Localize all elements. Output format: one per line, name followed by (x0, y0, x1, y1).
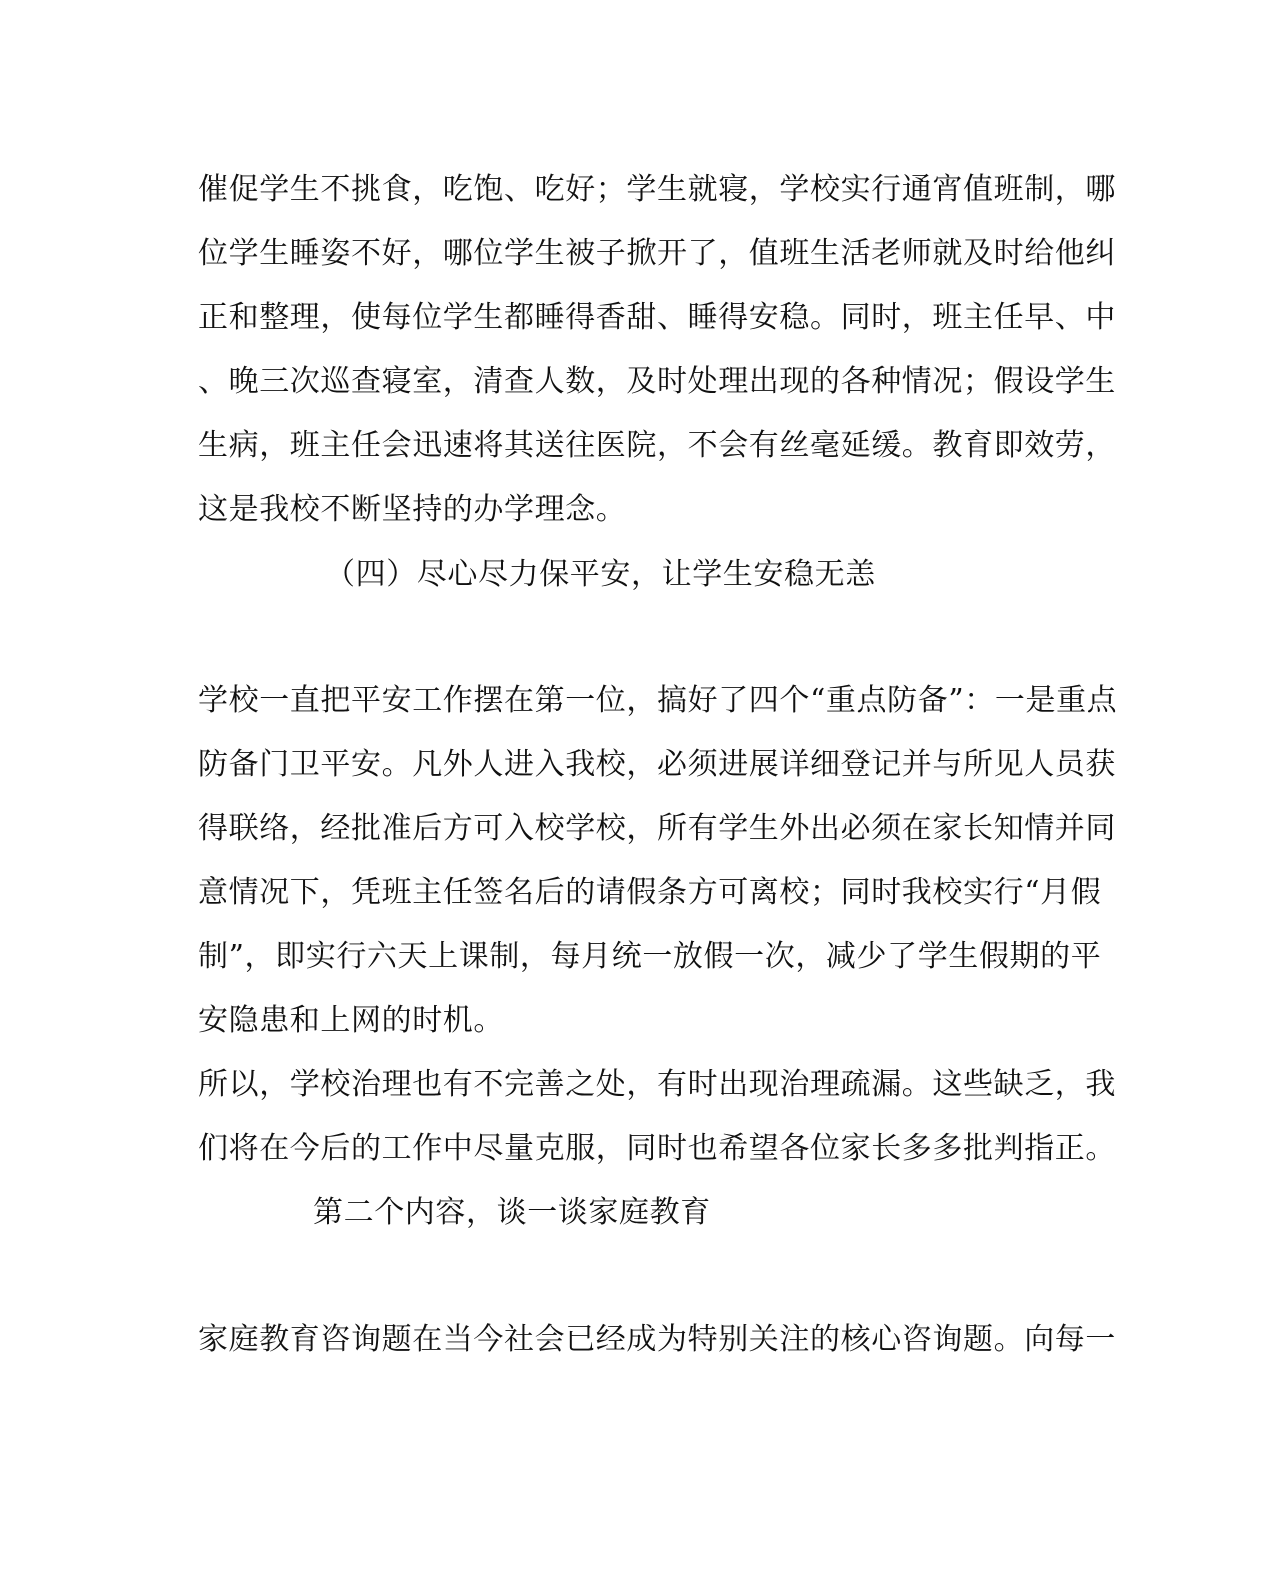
paragraph-line: 得联络，经批准后方可入校学校，所有学生外出必须在家长知情并同 (198, 811, 1116, 846)
paragraph-line: 、晚三次巡查寝室，清查人数，及时处理出现的各种情况；假设学生 (198, 364, 1116, 399)
paragraph-line: 所以，学校治理也有不完善之处，有时出现治理疏漏。这些缺乏，我 (198, 1067, 1116, 1102)
paragraph-line: 家庭教育咨询题在当今社会已经成为特别关注的核心咨询题。向每一 (198, 1322, 1116, 1357)
paragraph-line: 防备门卫平安。凡外人进入我校，必须进展详细登记并与所见人员获 (198, 747, 1116, 782)
paragraph-line: 催促学生不挑食，吃饱、吃好；学生就寝，学校实行通宵值班制，哪 (198, 172, 1116, 207)
paragraph-line: 们将在今后的工作中尽量克服，同时也希望各位家长多多批判指正。 (198, 1131, 1116, 1166)
paragraph-line: 正和整理，使每位学生都睡得香甜、睡得安稳。同时，班主任早、中 (198, 300, 1116, 335)
paragraph-line: 位学生睡姿不好，哪位学生被子掀开了，值班生活老师就及时给他纠 (198, 236, 1116, 271)
paragraph-line: 生病，班主任会迅速将其送往医院，不会有丝毫延缓。教育即效劳， (198, 428, 1116, 463)
paragraph-line: 这是我校不断坚持的办学理念。 (198, 492, 627, 527)
section-heading: 第二个内容，谈一谈家庭教育 (313, 1195, 711, 1230)
paragraph-line: 学校一直把平安工作摆在第一位，搞好了四个“重点防备”：一是重点 (198, 683, 1118, 718)
paragraph-line: 安隐患和上网的时机。 (198, 1003, 504, 1038)
section-heading: （四）尽心尽力保平安，让学生安稳无恙 (325, 557, 876, 592)
paragraph-line: 意情况下，凭班主任签名后的请假条方可离校；同时我校实行“月假 (198, 875, 1102, 910)
paragraph-line: 制”，即实行六天上课制，每月统一放假一次，减少了学生假期的平 (198, 939, 1102, 974)
